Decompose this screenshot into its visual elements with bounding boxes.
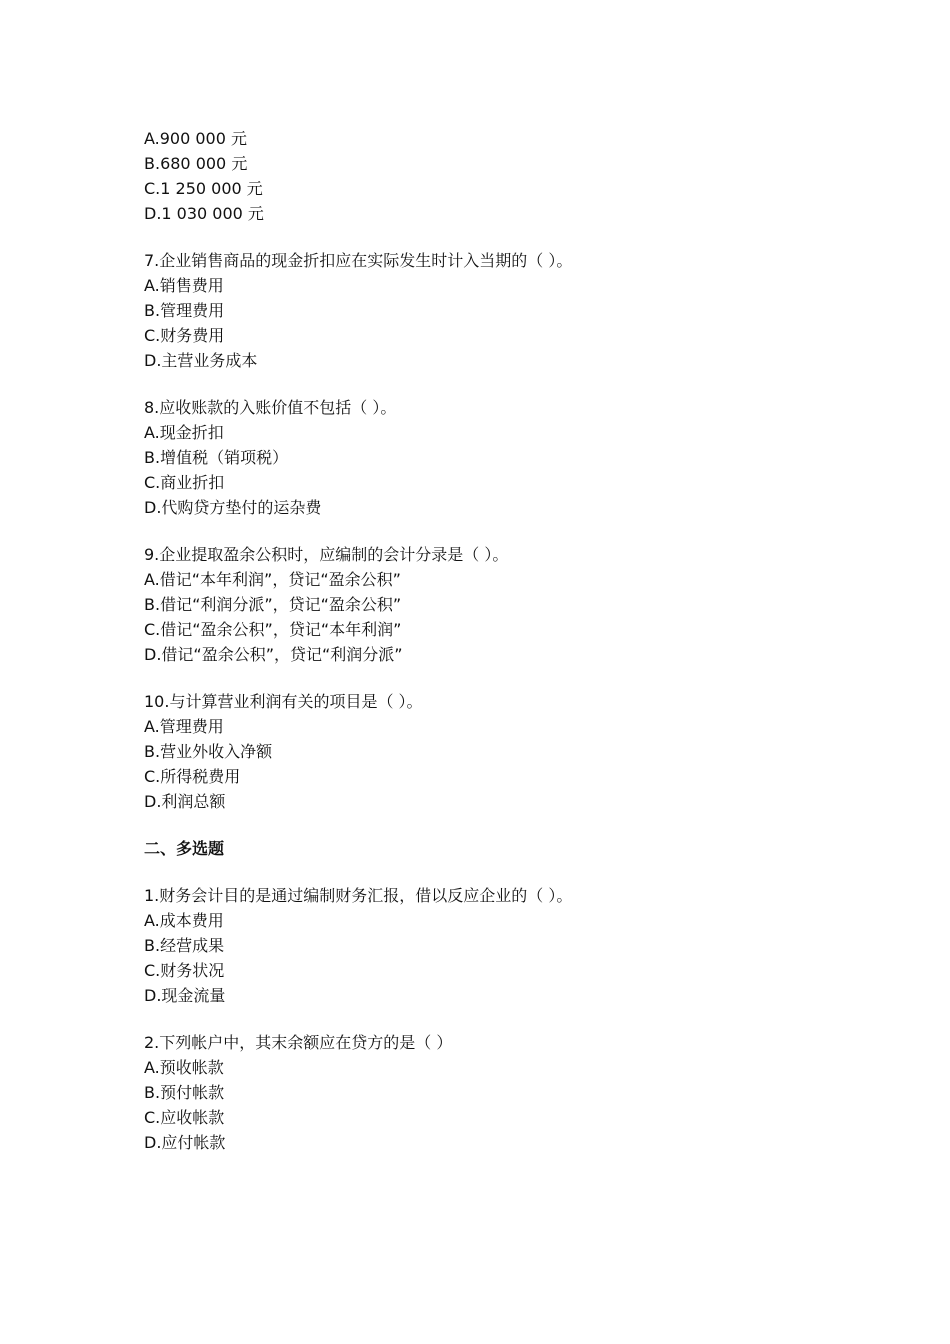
question-text: 10.与计算营业利润有关的项目是（ ）。 [144,692,423,711]
option-c: C.借记“盈余公积”，贷记“本年利润” [144,620,402,639]
option-a: A.销售费用 [144,276,224,295]
multi-question-2 [144,1030,864,1155]
option-b: B.营业外收入净额 [144,742,273,761]
question-text: 8.应收账款的入账价值不包括（ ）。 [144,398,397,417]
option-b: B.管理费用 [144,301,225,320]
option-a: A.现金折扣 [144,423,224,442]
option-b: B.借记“利润分派”，贷记“盈余公积” [144,595,402,614]
option-c: C.应收帐款 [144,1108,225,1127]
option-a: A.预收帐款 [144,1058,224,1077]
question-9 [144,542,864,667]
question-text: 7.企业销售商品的现金折扣应在实际发生时计入当期的（ ）。 [144,251,573,270]
multi-question-1 [144,883,864,1008]
option-d: D.应付帐款 [144,1133,226,1152]
option-c: C.商业折扣 [144,473,225,492]
option-d: D.主营业务成本 [144,351,258,370]
option-d: D.借记“盈余公积”，贷记“利润分派” [144,645,403,664]
question-text: 1.财务会计目的是通过编制财务汇报，借以反应企业的（ ）。 [144,886,573,905]
option-d: D.利润总额 [144,792,226,811]
question-7 [144,248,864,373]
document-page [144,126,864,1177]
option-d: D.代购贷方垫付的运杂费 [144,498,322,517]
option-a: A.借记“本年利润”，贷记“盈余公积” [144,570,401,589]
option-d: D.现金流量 [144,986,226,1005]
question-text: 2.下列帐户中，其末余额应在贷方的是（ ） [144,1033,453,1052]
option-b: B.680 000 元 [144,154,248,173]
question-6-options [144,126,864,226]
option-a: A.管理费用 [144,717,224,736]
option-c: C.财务状况 [144,961,225,980]
section-title-multiple-choice: 二、多选题 [144,839,225,858]
option-b: B.预付帐款 [144,1083,225,1102]
option-c: C.财务费用 [144,326,225,345]
option-a: A.成本费用 [144,911,224,930]
option-d: D.1 030 000 元 [144,204,264,223]
option-b: B.经营成果 [144,936,225,955]
question-10 [144,689,864,814]
option-c: C.所得税费用 [144,767,241,786]
question-8 [144,395,864,520]
option-a: A.900 000 元 [144,129,248,148]
option-b: B.增值税（销项税） [144,448,289,467]
option-c: C.1 250 000 元 [144,179,263,198]
question-text: 9.企业提取盈余公积时，应编制的会计分录是（ ）。 [144,545,509,564]
